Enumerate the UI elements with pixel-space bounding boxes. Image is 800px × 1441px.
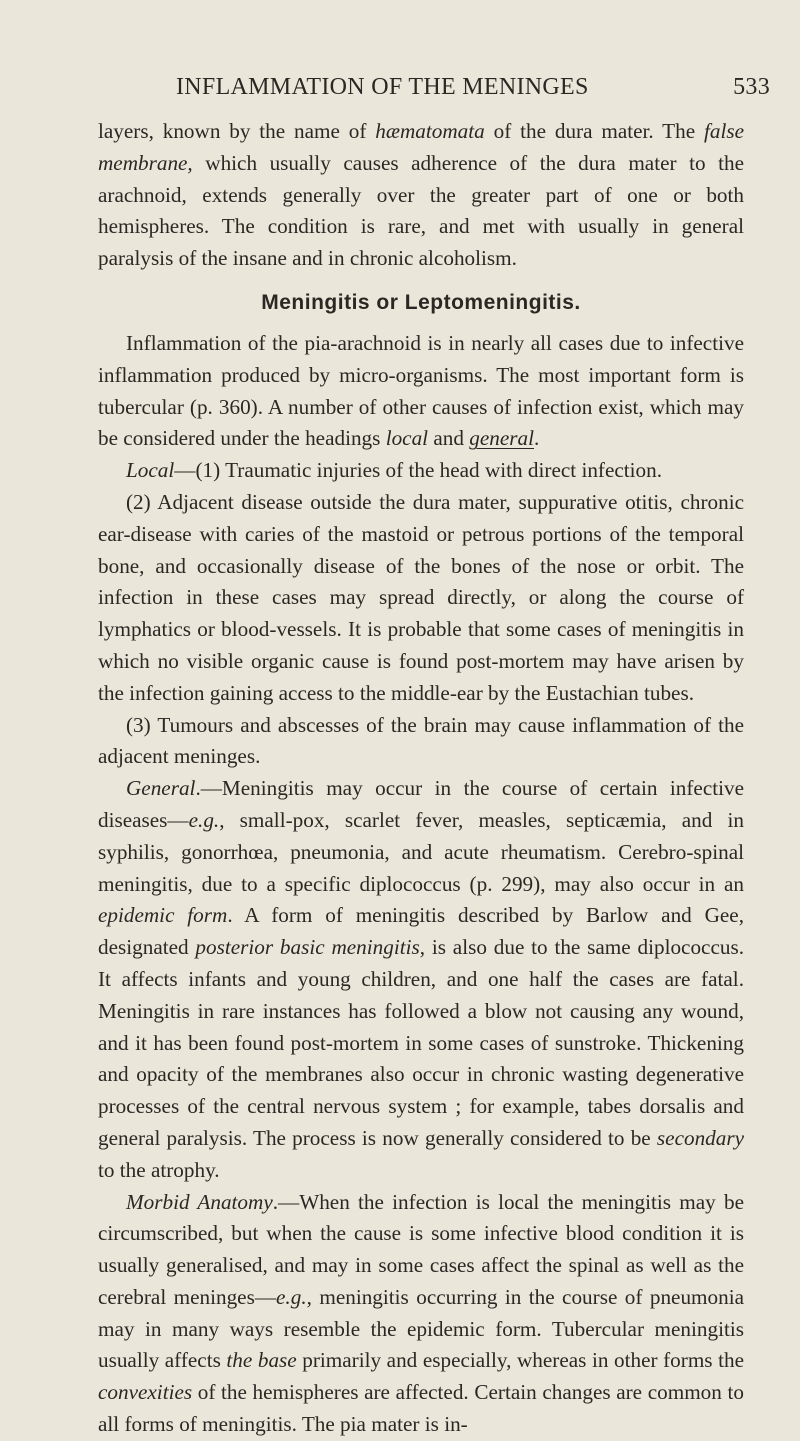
italic-term: local xyxy=(385,426,429,451)
italic-term: hæmatomata xyxy=(375,119,485,143)
text-run: of the hemispheres are affected. Certain changes are common to all forms of meningitis. The pia mater is in- xyxy=(98,1380,744,1437)
local-paragraph-3: (3) Tumours and abscesses of the brain may cause inflammation of the adjacent meninges. xyxy=(98,712,744,769)
text-run: .—When the infection is local the meningitis may be circumscribed, but when the cause is some infective blood condition it is usually generalised, and may in some cases affect the spinal as well as the cerebral meninges— xyxy=(98,1189,744,1309)
text-run: layers, known by the name of xyxy=(98,119,376,143)
text-run: to the atrophy. xyxy=(98,1157,220,1182)
italic-term: posterior basic meningitis xyxy=(195,935,420,960)
text-run: and xyxy=(428,426,470,451)
italic-term: general xyxy=(469,426,534,451)
running-head xyxy=(176,74,770,104)
section-heading: Meningitis or Leptomeningitis. xyxy=(261,290,581,314)
italic-term: convexities xyxy=(98,1380,193,1405)
italic-term: false membrane, xyxy=(98,119,744,175)
text-run: , small-pox, scarlet fever, measles, septicæmia, and in syphilis, gonorrhœa, pneumonia, and acute rheumatism. Cerebro-spinal meningitis, due to a specific diplococcus (p. 299), may also occur in an xyxy=(98,807,744,896)
text-run: .—Meningitis may occur in the course of certain infective diseases— xyxy=(98,776,744,832)
italic-term: e.g. xyxy=(188,807,220,832)
body-text xyxy=(98,116,744,1441)
text-run: . A form of meningitis described by Barlow and Gee, designated xyxy=(98,903,744,960)
italic-term: Morbid Anatomy xyxy=(126,1189,273,1214)
text-run: , meningitis occurring in the course of pneumonia may in many ways resemble the epidemic form. Tubercular meningitis usually affects xyxy=(98,1284,744,1373)
morbid-anatomy-paragraph xyxy=(98,1187,744,1441)
text-run: Inflammation of the pia-arachnoid is in nearly all cases due to infective inflammation produced by micro-organisms. The most important form is tubercular (p. 360). A number of other causes of infection exist, which may be considered under the headings xyxy=(98,330,744,451)
italic-term: e.g. xyxy=(276,1284,307,1309)
text-run: . xyxy=(534,426,540,451)
text-run: of the dura mater. The xyxy=(484,119,704,143)
italic-term: General xyxy=(126,776,196,801)
page-number: 533 xyxy=(733,74,770,100)
italic-term: epidemic form xyxy=(98,903,228,928)
general-paragraph xyxy=(98,773,744,1186)
local-paragraph-1 xyxy=(98,455,744,487)
running-head-title: INFLAMMATION OF THE MENINGES xyxy=(176,74,589,100)
text-run: —(1) Traumatic injuries of the head with direct infection. xyxy=(174,458,663,483)
text-run: , is also due to the same diplococcus. It affects infants and young children, and one half the cases are fatal. Meningitis in rare instances has followed a blow not causing any wound, and it has been found post-mortem in some cases of sunstroke. Thickening and opacity of the membranes also occur in chronic wasting degenerative processes of the central nervous system ; for example, tabes dorsalis and general paralysis. The process is now generally considered to be xyxy=(98,935,744,1150)
infection-paragraph xyxy=(98,328,744,455)
intro-paragraph xyxy=(98,116,744,275)
text-run: which usually causes adherence of the dura mater to the arachnoid, extends generally over the greater part of one or both hemispheres. The condition is rare, and met with usually in general paralysis of the insane and in chronic alcoholism. xyxy=(98,150,744,271)
local-paragraph-2: (2) Adjacent disease outside the dura mater, suppurative otitis, chronic ear-disease with caries of the mastoid or petrous portions of the temporal bone, and occasionally disease of the bones of the nose or orbit. The infection in these cases may spread directly, or along the course of lymphatics or blood-vessels. It is probable that some cases of meningitis in which no visible organic cause is found post-mortem may have arisen by the infection gaining access to the middle-ear by the Eustachian tubes. xyxy=(98,489,744,705)
italic-term: Local xyxy=(126,458,175,483)
text-run: primarily and especially, whereas in other forms the xyxy=(296,1348,744,1373)
italic-term: secondary xyxy=(656,1125,744,1150)
italic-term: the base xyxy=(226,1348,297,1373)
